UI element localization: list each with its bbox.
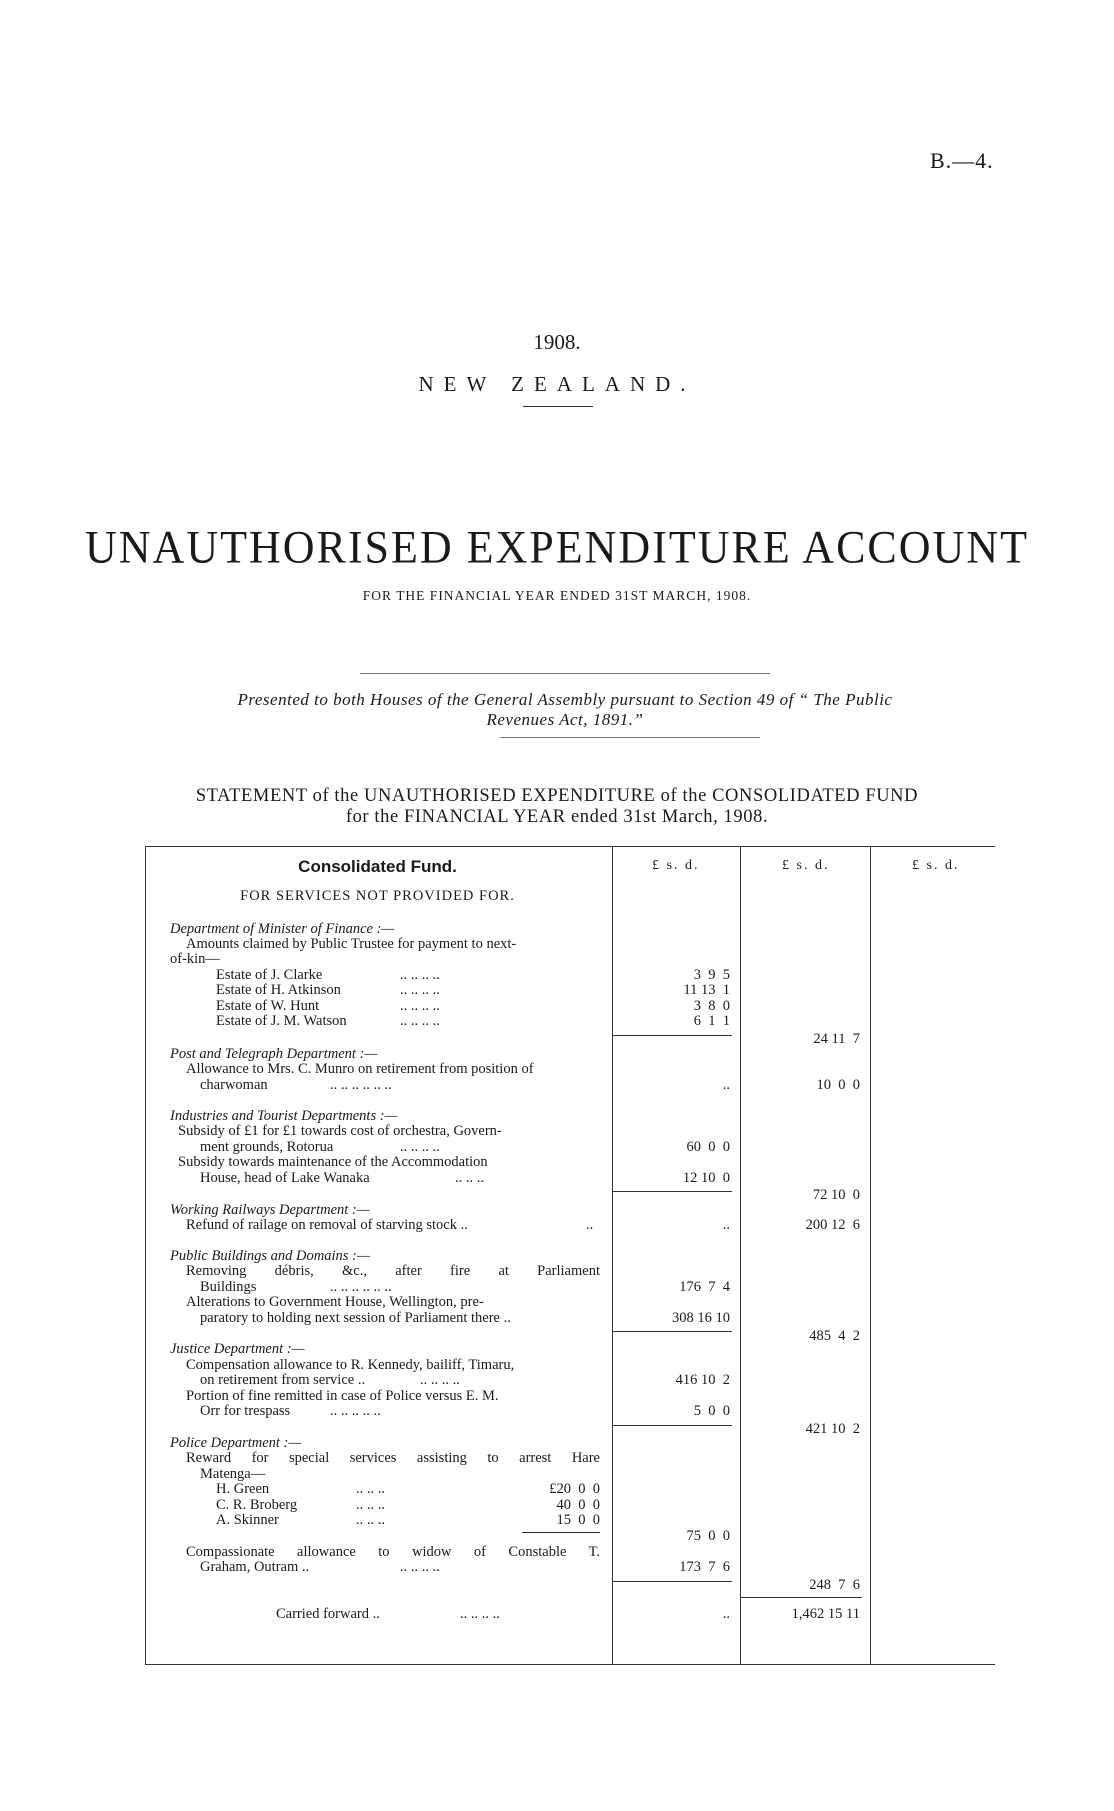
item-text: Refund of railage on removal of starving stock ..: [186, 1217, 468, 1233]
amount: 75 0 0: [686, 1528, 730, 1544]
item-label: C. R. Broberg: [216, 1497, 298, 1513]
document-reference: B.—4.: [930, 148, 994, 173]
section-total: 72 10 0: [812, 1187, 860, 1203]
item-text: Subsidy towards maintenance of the Accommodation: [178, 1154, 488, 1170]
item-text: Matenga—: [200, 1466, 266, 1482]
column-head-3: £ s. d.: [912, 858, 960, 873]
carried-forward-total: 1,462 15 11: [791, 1606, 860, 1622]
subtotal-rule: [612, 1191, 732, 1192]
amount: 176 7 4: [679, 1279, 730, 1295]
column-divider: [145, 846, 146, 1664]
item-text: Compassionate allowance to widow of Constable T.: [186, 1544, 600, 1560]
amount: 416 10 2: [675, 1372, 730, 1388]
leader-dots: .. .. .. ..: [400, 1139, 440, 1155]
leader-dots: .. .. .. .. .. ..: [330, 1279, 392, 1295]
amount: ..: [722, 1077, 730, 1093]
presented-note: [150, 690, 980, 730]
item-text: Graham, Outram ..: [200, 1559, 310, 1575]
item-text: Alterations to Government House, Wellington, pre-: [186, 1294, 484, 1310]
amount: £20 0 0: [549, 1481, 600, 1497]
item-label: Estate of W. Hunt: [216, 998, 320, 1014]
amount: 40 0 0: [556, 1497, 600, 1513]
amount: 6 1 1: [693, 1013, 730, 1029]
amount: 5 0 0: [693, 1403, 730, 1419]
amount: 173 7 6: [679, 1559, 730, 1575]
amount: 12 10 0: [682, 1170, 730, 1186]
item-text: Allowance to Mrs. C. Munro on retirement from position of: [186, 1061, 534, 1077]
section-total: 200 12 6: [805, 1217, 860, 1233]
leader-dots: ..: [586, 1217, 594, 1233]
carried-forward-label: Carried forward ..: [276, 1606, 380, 1622]
item-text: Reward for special services assisting to arrest Hare: [186, 1450, 600, 1466]
amount: 15 0 0: [556, 1512, 600, 1528]
leader-dots: .. .. .. ..: [400, 1013, 440, 1029]
item-text: Portion of fine remitted in case of Police versus E. M.: [186, 1388, 499, 1404]
page-title: UNAUTHORISED EXPENDITURE ACCOUNT: [85, 521, 1029, 574]
subtotal-rule: [612, 1035, 732, 1036]
subtotal-rule: [522, 1532, 600, 1533]
item-text: ment grounds, Rotorua: [200, 1139, 334, 1155]
fund-title: Consolidated Fund.: [298, 857, 457, 876]
item-text: on retirement from service ..: [200, 1372, 366, 1388]
amount: 3 9 5: [693, 967, 730, 983]
section-heading-finance: Department of Minister of Finance :—: [170, 921, 395, 937]
item-text: of-kin—: [170, 951, 220, 967]
item-label: H. Green: [216, 1481, 270, 1497]
amount: 60 0 0: [686, 1139, 730, 1155]
section-heading-industries: Industries and Tourist Departments :—: [170, 1108, 398, 1124]
item-text: Orr for trespass: [200, 1403, 291, 1419]
item-text: Compensation allowance to R. Kennedy, bailiff, Timaru,: [186, 1357, 515, 1373]
amount: ..: [722, 1217, 730, 1233]
leader-dots: .. .. .. ..: [420, 1372, 460, 1388]
leader-dots: .. .. .. ..: [400, 998, 440, 1014]
leader-dots: .. .. .. ..: [460, 1606, 500, 1622]
page-subtitle: FOR THE FINANCIAL YEAR ENDED 31ST MARCH, 1908.: [362, 588, 752, 603]
leader-dots: .. .. .. .. ..: [330, 1403, 381, 1419]
section-heading-justice: Justice Department :—: [170, 1341, 305, 1357]
item-label: A. Skinner: [216, 1512, 279, 1528]
amount: 308 16 10: [672, 1310, 730, 1326]
column-divider: [740, 846, 741, 1664]
column-head-2: £ s. d.: [782, 858, 830, 873]
item-label: Estate of J. Clarke: [216, 967, 323, 983]
leader-dots: .. .. ..: [356, 1497, 385, 1513]
leader-dots: .. .. .. ..: [400, 982, 440, 998]
leader-dots: .. .. ..: [455, 1170, 484, 1186]
presented-line: Revenues Act, 1891.”: [486, 710, 644, 729]
item-text: Amounts claimed by Public Trustee for payment to next-: [186, 936, 517, 952]
country-heading: NEW ZEALAND.: [418, 372, 696, 396]
leader-dots: .. .. ..: [356, 1481, 385, 1497]
amount: ..: [722, 1606, 730, 1622]
subtotal-rule: [612, 1425, 732, 1426]
item-label: Estate of H. Atkinson: [216, 982, 341, 998]
item-text: Removing débris, &c., after fire at Parliament: [186, 1263, 600, 1279]
table-top-rule: [145, 846, 995, 847]
subtotal-rule: [612, 1581, 732, 1582]
section-total: 421 10 2: [805, 1421, 860, 1437]
statement-line: STATEMENT of the UNAUTHORISED EXPENDITURE of the CONSOLIDATED FUND: [195, 786, 919, 806]
document-year: 1908.: [533, 330, 581, 354]
section-heading-post: Post and Telegraph Department :—: [170, 1046, 378, 1062]
leader-dots: .. .. .. ..: [400, 1559, 440, 1575]
item-text: paratory to holding next session of Parliament there ..: [200, 1310, 511, 1326]
divider: [523, 406, 593, 407]
section-heading-police: Police Department :—: [170, 1435, 302, 1451]
item-text: House, head of Lake Wanaka: [200, 1170, 370, 1186]
item-text: Subsidy of £1 for £1 towards cost of orchestra, Govern-: [178, 1123, 502, 1139]
section-total: 10 0 0: [816, 1077, 860, 1093]
leader-dots: .. .. .. .. .. ..: [330, 1077, 392, 1093]
divider: [360, 673, 770, 674]
presented-line: Presented to both Houses of the General Assembly pursuant to Section 49 of “ The Public: [237, 690, 893, 709]
section-total: 248 7 6: [809, 1577, 860, 1593]
amount: 11 13 1: [683, 982, 730, 998]
subtotal-rule: [612, 1331, 732, 1332]
column-head-1: £ s. d.: [652, 858, 700, 873]
item-text: charwoman: [200, 1077, 268, 1093]
item-text: Buildings: [200, 1279, 257, 1295]
section-total: 24 11 7: [813, 1031, 860, 1047]
item-label: Estate of J. M. Watson: [216, 1013, 347, 1029]
column-divider: [870, 846, 871, 1664]
amount: 3 8 0: [693, 998, 730, 1014]
statement-heading: [110, 786, 1004, 828]
divider: [500, 737, 760, 738]
total-rule: [740, 1597, 862, 1598]
statement-line: for the FINANCIAL YEAR ended 31st March, 1908.: [345, 807, 769, 827]
leader-dots: .. .. .. ..: [400, 967, 440, 983]
table-bottom-rule: [145, 1664, 995, 1665]
section-total: 485 4 2: [809, 1328, 860, 1344]
services-heading: FOR SERVICES NOT PROVIDED FOR.: [240, 888, 515, 904]
section-heading-buildings: Public Buildings and Domains :—: [170, 1248, 370, 1264]
section-heading-railways: Working Railways Department :—: [170, 1202, 370, 1218]
leader-dots: .. .. ..: [356, 1512, 385, 1528]
